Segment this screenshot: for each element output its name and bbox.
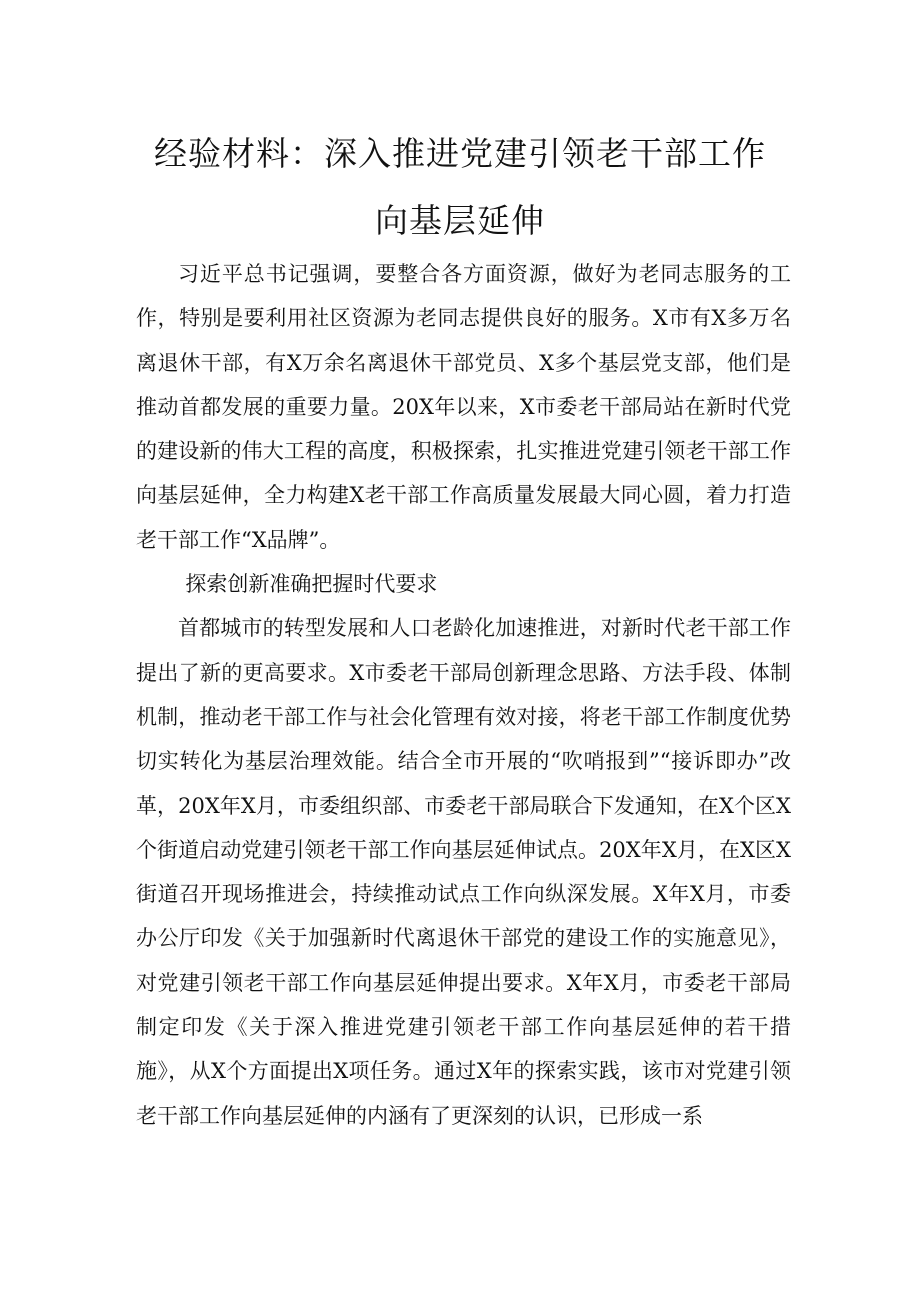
section-subheading: 探索创新准确把握时代要求 <box>185 572 438 597</box>
document-title-line-1: 经验材料：深入推进党建引领老干部工作 <box>154 134 766 173</box>
body-paragraph-section: 首都城市的转型发展和人口老龄化加速推进，对新时代老干部工作提出了新的更高要求。X市委老干部局创新理念思路、方法手段、体制机制，推动老干部工作与社会化管理有效对接，将老干部工作制度优势切实转化为基层治理效能。结合全市开展的“吹哨报到”“接诉即办”改革，20X年X月，市委组织部、市委老干部局联合下发通知，在X个区X个街道启动党建引领老干部工作向基层延伸试点。20X年X月，在X区X街道召开现场推进会，持续推动试点工作向纵深发展。X年X月，市委办公厅印发《关于加强新时代离退休干部党的建设工作的实施意见》，对党建引领老干部工作向基层延伸提出要求。X年X月，市委老干部局制定印发《关于深入推进党建引领老干部工作向基层延伸的若干措施》，从X个方面提出X项任务。通过X年的探索实践，该市对党建引领老干部工作向基层延伸的内涵有了更深刻的认识，已形成一系 <box>136 616 791 1128</box>
document-title-line-2: 向基层延伸 <box>375 201 545 240</box>
document-body <box>136 252 791 1138</box>
body-paragraph-intro: 习近平总书记强调，要整合各方面资源，做好为老同志服务的工作，特别是要利用社区资源为老同志提供良好的服务。X市有X多万名离退休干部，有X万余名离退休干部党员、X多个基层党支部，他们是推动首都发展的重要力量。20X年以来，X市委老干部局站在新时代党的建设新的伟大工程的高度，积极探索，扎实推进党建引领老干部工作向基层延伸，全力构建X老干部工作高质量发展最大同心圆，着力打造老干部工作“X品牌”。 <box>136 262 791 552</box>
